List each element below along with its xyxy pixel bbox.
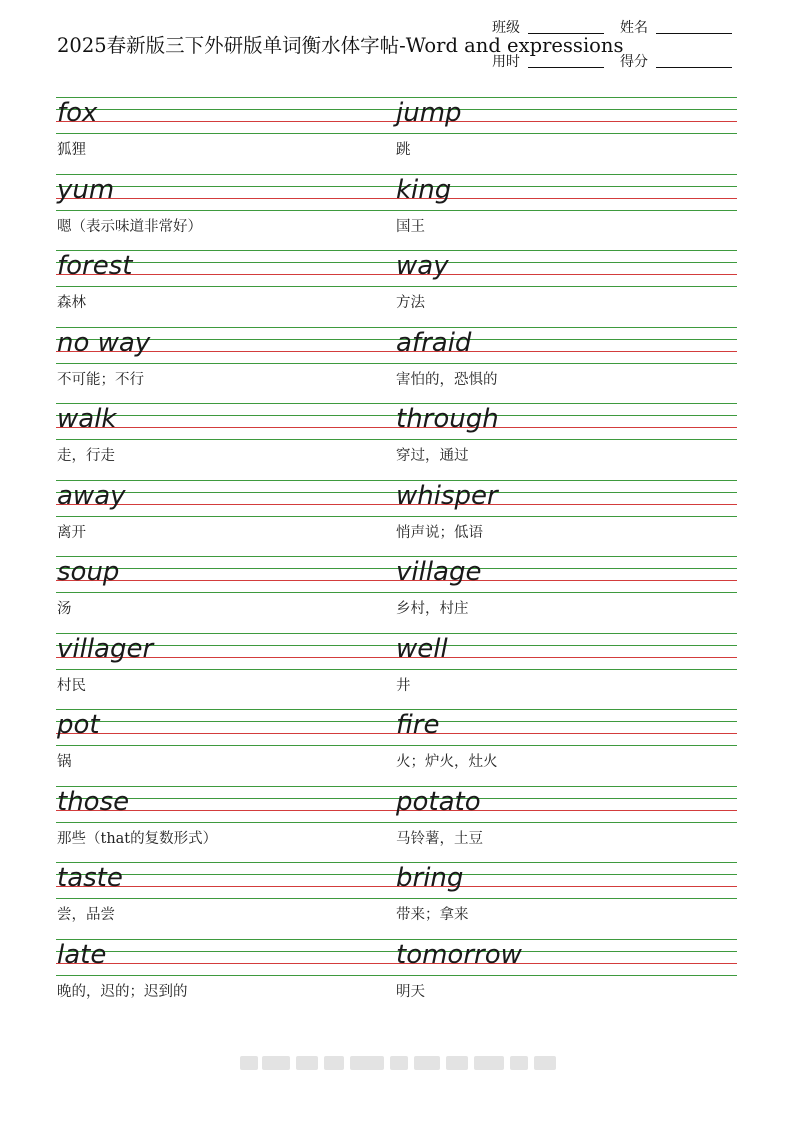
chinese-meaning: 害怕的，恐惧的 [396,371,498,388]
chinese-meaning: 带来；拿来 [396,907,469,923]
english-word: those [57,786,130,817]
score-field-line[interactable] [656,67,732,68]
chinese-meaning: 村民 [57,677,86,694]
english-word: village [396,557,482,587]
chinese-meaning: 森林 [57,295,86,311]
chinese-meaning: 井 [396,677,411,694]
english-word: no way [57,327,151,358]
english-word: walk [57,404,117,434]
english-word: way [396,251,449,281]
vocab-row [56,708,737,785]
english-word: soup [57,557,120,587]
english-word: potato [396,786,481,817]
chinese-meaning: 尝，品尝 [57,907,115,923]
english-word: forest [57,251,133,281]
chinese-meaning: 狐狸 [57,142,86,158]
chinese-meaning: 那些（that的复数形式） [57,830,218,847]
vocab-row [56,785,737,862]
name-field-label: 姓名 [620,20,648,36]
chinese-meaning: 嗯（表示味道非常好） [57,218,202,235]
chinese-meaning: 走，行走 [57,448,115,464]
guide-line-green [56,822,737,823]
english-word: fire [396,710,440,740]
chinese-meaning: 国王 [396,218,425,235]
chinese-meaning: 火；炉火，灶火 [396,754,498,770]
vocab-row [56,632,737,709]
class-field-line[interactable] [528,33,604,34]
chinese-meaning: 离开 [57,524,86,541]
class-field-label: 班级 [492,20,520,36]
time-field-line[interactable] [528,67,604,68]
english-word: well [396,633,448,664]
english-word: yum [57,174,115,205]
chinese-meaning: 马铃薯，土豆 [396,830,483,847]
chinese-meaning: 方法 [396,295,425,311]
guide-line-green [56,592,737,593]
vocab-row [56,173,737,250]
vocab-row [56,402,737,479]
guide-line-green [56,669,737,670]
chinese-meaning: 跳 [396,142,411,158]
english-word: taste [57,863,123,893]
english-word: fox [57,98,98,128]
name-field-line[interactable] [656,33,732,34]
chinese-meaning: 乡村，村庄 [396,601,469,617]
guide-line-green [56,363,737,364]
english-word: jump [396,98,462,128]
guide-line-green [56,133,737,134]
english-word: afraid [396,327,472,358]
vocabulary-list [56,96,737,1014]
score-field-label: 得分 [620,54,648,70]
page-title: 2025春新版三下外研版单词衡水体字帖-Word and expressions [57,34,624,57]
guide-line-green [56,745,737,746]
time-field-label: 用时 [492,54,520,70]
vocab-row [56,938,737,1015]
english-word: away [57,480,126,511]
english-word: villager [57,633,154,664]
english-word: bring [396,863,464,893]
guide-line-green [56,975,737,976]
chinese-meaning: 锅 [57,754,72,770]
guide-line-green [56,898,737,899]
english-word: tomorrow [396,939,522,970]
chinese-meaning: 汤 [57,601,72,617]
chinese-meaning: 悄声说；低语 [396,524,483,541]
guide-line-green [56,516,737,517]
chinese-meaning: 晚的，迟的；迟到的 [57,983,188,1000]
vocab-row [56,555,737,632]
guide-line-green [56,210,737,211]
chinese-meaning: 穿过，通过 [396,448,469,464]
chinese-meaning: 不可能；不行 [57,371,144,388]
guide-line-green [56,439,737,440]
english-word: king [396,174,452,205]
vocab-row [56,249,737,326]
english-word: through [396,404,499,434]
vocab-row [56,326,737,403]
english-word: whisper [396,480,498,511]
guide-line-green [56,286,737,287]
blurred-watermark [240,1056,556,1070]
english-word: pot [57,710,100,740]
chinese-meaning: 明天 [396,983,425,1000]
vocab-row [56,96,737,173]
vocab-row [56,479,737,556]
english-word: late [57,939,107,970]
vocab-row [56,861,737,938]
